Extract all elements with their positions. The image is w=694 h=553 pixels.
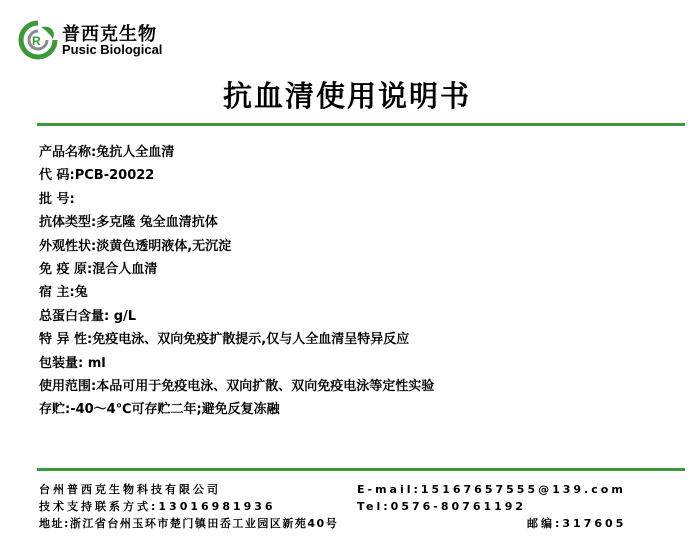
document-title: 抗血清使用说明书 — [222, 79, 471, 113]
brand-name-en: Pusic Biological — [62, 42, 163, 57]
top-divider — [37, 123, 685, 126]
footer-row-support — [39, 498, 679, 515]
field-antibody-type: 抗体类型:多克隆 兔全血清抗体 — [39, 215, 218, 231]
field-package-size: 包装量: ml — [39, 355, 106, 371]
svg-text:R: R — [32, 34, 41, 48]
bottom-divider — [37, 468, 685, 471]
support-phone: 技术支持联系方式:13016981936 — [39, 500, 276, 513]
company-address: 地址:浙江省台州玉环市楚门镇田岙工业园区新苑40号 — [39, 517, 339, 530]
brand-name-cn: 普西克生物 — [62, 24, 157, 45]
field-batch-number: 批 号: — [39, 191, 75, 207]
field-code: 代 码:PCB-20022 — [39, 168, 155, 184]
contact-tel: Tel:0576-80761192 — [357, 500, 527, 513]
logo-mark-icon — [18, 20, 58, 60]
footer — [39, 481, 679, 532]
spec-field-list — [39, 141, 434, 422]
footer-row-company — [39, 481, 679, 498]
contact-email: E-mail:15167657555@139.com — [357, 483, 626, 496]
field-storage: 存贮:-40～4℃可存贮二年;避免反复冻融 — [39, 402, 280, 418]
company-name: 台州普西克生物科技有限公司 — [39, 483, 221, 496]
field-specificity: 特 异 性:免疫电泳、双向免疫扩散提示,仅与人全血清呈特异反应 — [39, 332, 410, 348]
field-host: 宿 主:兔 — [39, 285, 88, 301]
field-immunogen: 免 疫 原:混合人血清 — [39, 261, 158, 277]
field-appearance: 外观性状:淡黄色透明液体,无沉淀 — [39, 238, 232, 254]
postcode: 邮编:317605 — [527, 517, 627, 530]
field-total-protein: 总蛋白含量: g/L — [39, 308, 137, 324]
field-product-name: 产品名称:兔抗人全血清 — [39, 145, 175, 160]
field-application: 使用范围:本品可用于免疫电泳、双向扩散、双向免疫电泳等定性实验 — [39, 378, 435, 394]
brand-logo — [18, 18, 178, 62]
footer-row-address — [39, 515, 679, 532]
